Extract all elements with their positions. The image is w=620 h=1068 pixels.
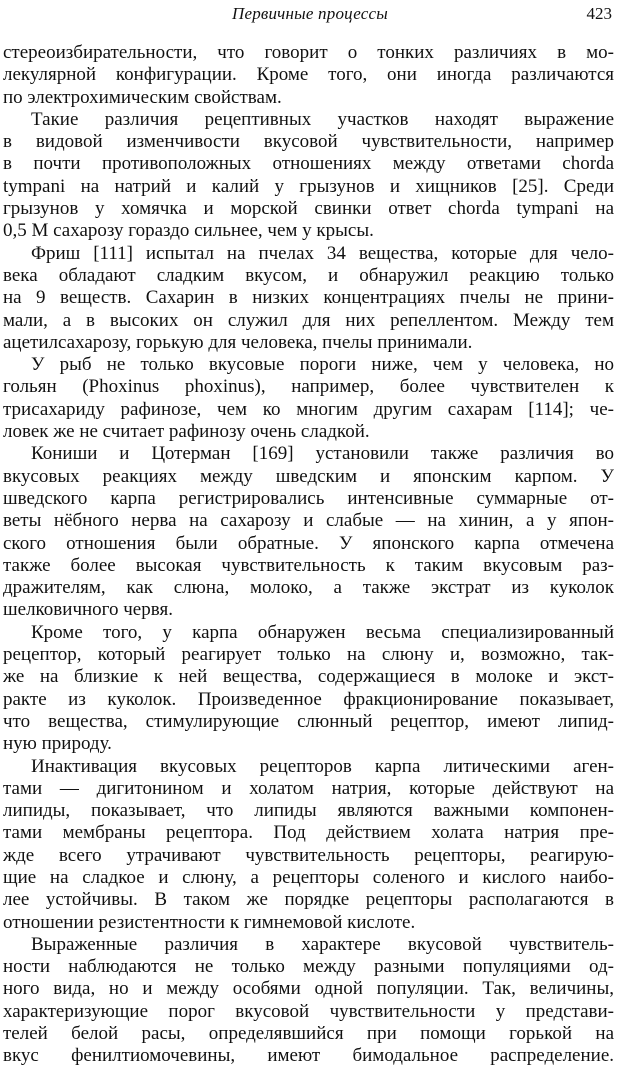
text-line: Кроме того, у карпа обнаружен весьма специализированный (31, 621, 614, 643)
text-line: ного вида, но и между особями одной популяции. Так, величины, (3, 978, 614, 1000)
text-line: ацетилсахарозу, горькую для человека, пчелы принимали. (3, 331, 473, 353)
text-line: ского отношения были обратные. У японского карпа отмечена (3, 532, 614, 554)
text-line: по электрохимическим свойствам. (3, 86, 282, 108)
text-line: лекулярной конфигурации. Кроме того, они иногда различаются (3, 64, 614, 86)
text-line: отношении резистентности к гимнемовой кислоте. (3, 911, 416, 933)
text-line: Инактивация вкусовых рецепторов карпа литическими аген- (31, 755, 614, 777)
running-head (0, 4, 620, 26)
text-line: телей белой расы, определявшийся при помощи горькой на (3, 1023, 614, 1045)
text-line: что вещества, стимулирующие слюнный рецептор, имеют липид- (3, 710, 614, 732)
text-line: ракте из куколок. Произведенное фракционирование показывает, (3, 688, 614, 710)
text-line: У рыб не только вкусовые пороги ниже, чем у человека, но (31, 354, 614, 376)
text-line: Фриш [111] испытал на пчелах 34 вещества, которые для чело- (31, 242, 614, 264)
text-line: Кониши и Цотерман [169] установили также различия во (31, 443, 614, 465)
text-line: tympani на натрий и калий у грызунов и хищников [25]. Среди (3, 175, 614, 197)
text-line: ную природу. (3, 733, 112, 755)
text-line: лее устойчивы. В таком же порядке рецепторы располагаются в (3, 889, 614, 911)
text-line: характеризующие порог вкусовой чувствительности у представи- (3, 1000, 614, 1022)
text-line: липиды, показывает, что липиды являются важными компонен- (3, 800, 614, 822)
text-line: также более высокая чувствительность к таким вкусовым раз- (3, 554, 614, 576)
text-line: мали, а в высоких он служил для них репеллентом. Между тем (3, 309, 614, 331)
text-line: Такие различия рецептивных участков находят выражение (31, 108, 614, 130)
text-line: жде всего утрачивают чувствительность рецепторы, реагирую- (3, 844, 614, 866)
text-line: стереоизбирательности, что говорит о тонких различиях в мо- (3, 42, 614, 63)
text-line: ловек же не считает рафинозу очень сладкой. (3, 421, 370, 443)
text-line: же на близкие к ней вещества, содержащиеся в молоке и экст- (3, 666, 614, 688)
running-title: Первичные процессы (231, 4, 388, 23)
text-line: в почти противоположных отношениях между ответами chorda (3, 153, 614, 175)
text-line: рецептор, который реагирует только на слюну и, возможно, так- (3, 644, 614, 666)
text-line: тами — дигитонином и холатом натрия, которые действуют на (3, 777, 614, 799)
text-line: Выраженные различия в характере вкусовой чувствитель- (31, 933, 614, 955)
text-line: шведского карпа регистрировались интенсивные суммарные от- (3, 487, 614, 509)
text-line: веты нёбного нерва на сахарозу и слабые — на хинин, а у япон- (3, 510, 614, 532)
text-line: гольян (Phoxinus phoxinus), например, более чувствителен к (3, 376, 614, 398)
text-line: вкусовых реакциях между шведским и японским карпом. У (3, 465, 614, 487)
text-line: ности наблюдаются не только между разными популяциями од- (3, 956, 614, 978)
text-line: на 9 веществ. Сахарин в низких концентрациях пчелы не прини- (3, 287, 614, 309)
body-text (3, 42, 614, 1068)
text-line: тами мембраны рецептора. Под действием холата натрия пре- (3, 822, 614, 844)
text-line: дражителям, как слюна, молоко, а также экстрат из куколок (3, 577, 614, 599)
page-number: 423 (586, 4, 612, 23)
text-line: шелковичного червя. (3, 599, 173, 621)
text-line: грызунов у хомячка и морской свинки ответ chorda tympani на (3, 198, 614, 220)
text-line: вкус фенилтиомочевины, имеют бимодальное распределение. (3, 1045, 614, 1067)
text-line: 0,5 М сахарозу гораздо сильнее, чем у крысы. (3, 220, 374, 242)
text-line: века обладают сладким вкусом, и обнаружил реакцию только (3, 264, 614, 286)
text-line: трисахариду рафинозе, чем ко многим другим сахарам [114]; че- (3, 398, 614, 420)
text-line: в видовой изменчивости вкусовой чувствительности, например (3, 131, 614, 153)
text-line: щие на сладкое и слюну, а рецепторы соленого и кислого наибо- (3, 866, 614, 888)
